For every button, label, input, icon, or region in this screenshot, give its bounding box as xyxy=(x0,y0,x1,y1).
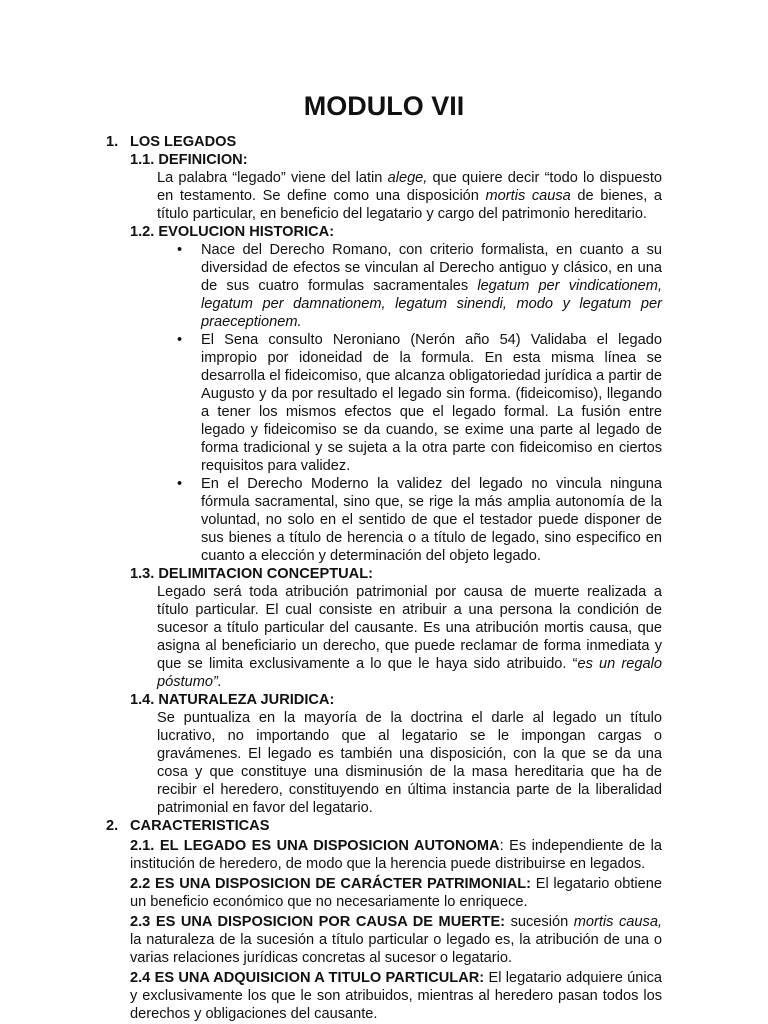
bullet-item-modern-law: • En el Derecho Moderno la validez del legado no vincula ninguna fórmula sacramental, sino que, se rige la más amplia autonomía de la voluntad, no solo en el sentido de que el testador puede disponer de sus bienes a título de herencia o a título de legado, sino especifico en cuanto a elección y determinación del objeto legado. xyxy=(0,475,768,565)
section-1-number: 1. xyxy=(106,134,119,150)
subsection-1-4-paragraph: Se puntualiza en la mayoría de la doctrina el darle al legado un título lucrativo, no importando que al legatario se le impongan cargas o gravámenes. El legado es también una disposición, con la que se da una cosa y que constituye una disminusión de la masa hereditaria que ha de recibir el heredero, constituyendo en última instancia parte de la liberalidad patrimonial en favor del legatario. xyxy=(157,710,662,816)
subsection-1-3-heading: 1.3. DELIMITACION CONCEPTUAL: xyxy=(130,566,373,582)
subsection-1-1-heading: 1.1. DEFINICION: xyxy=(130,152,248,168)
section-2-title: CARACTERISTICAS xyxy=(130,818,270,834)
evolution-bullet-list xyxy=(0,241,768,565)
characteristic-2-2: 2.2 ES UNA DISPOSICION DE CARÁCTER PATRIMONIAL: El legatario obtiene un beneficio económico que no necesariamente lo enriquece. xyxy=(130,876,663,910)
subsection-1-1-paragraph: La palabra “legado” viene del latin alege, que quiere decir “todo lo dispuesto en testamento. Se define como una disposición mortis causa de bienes, a título particular, en beneficio del legatario y cargo del patrimonio hereditario. xyxy=(157,170,662,222)
bullet-item-neroniano: • El Sena consulto Neroniano (Nerón año 54) Validaba el legado impropio por idoneidad de la formula. En esta misma línea se desarrolla el fideicomiso, que alcanza obligatoriedad jurídica a partir de Augusto y da por resultado el legado sin forma. (fideicomiso), llegando a tener los mismos efectos que el legado formal. La fusión entre legado y fideicomiso se da cuando, se exime una parte al legado de forma tradicional y se sujeta a la otra parte con fideicomiso en ciertos requisitos para validez. xyxy=(0,331,768,475)
subsection-1-4-heading: 1.4. NATURALEZA JURIDICA: xyxy=(130,692,335,708)
subsection-1-3-paragraph: Legado será toda atribución patrimonial por causa de muerte realizada a título particular. El cual consiste en atribuir a una persona la condición de sucesor a título particular del causante. Es una atribución mortis causa, que asigna al beneficiario un derecho, que puede reclamar de forma inmediata y que se limita exclusivamente a lo que le haya sido atribuido. “es un regalo póstumo”. xyxy=(157,584,663,690)
characteristic-2-3: 2.3 ES UNA DISPOSICION POR CAUSA DE MUERTE: sucesión mortis causa, la naturaleza de la sucesión a título particular o legado es, la atribución de una o varias relaciones jurídicas concretas al sucesor o legatario. xyxy=(130,914,663,966)
page-title: MODULO VII xyxy=(303,91,465,121)
bullet-item-roman-law: • Nace del Derecho Romano, con criterio formalista, en cuanto a su diversidad de efectos se vinculan al Derecho antiguo y clásico, en una de sus cuatro formulas sacramentales legatum per vindicationem, legatum per damnationem, legatum sinendi, modo y legatum per praeceptionem. xyxy=(0,241,768,331)
document-body xyxy=(0,133,768,1023)
subsection-1-2-heading: 1.2. EVOLUCION HISTORICA: xyxy=(130,224,335,240)
characteristic-2-1: 2.1. EL LEGADO ES UNA DISPOSICION AUTONOMA: Es independiente de la institución de heredero, de modo que la herencia puede distribuirse en legados. xyxy=(130,838,662,872)
section-2-heading xyxy=(0,817,768,835)
characteristic-2-4: 2.4 ES UNA ADQUISICION A TITULO PARTICULAR: El legatario adquiere única y exclusivamente los que le son atribuidos, mientras al heredero pasan todos los derechos y obligaciones del causante. xyxy=(130,970,662,1022)
section-2-number: 2. xyxy=(106,818,119,834)
section-1-title: LOS LEGADOS xyxy=(130,134,237,150)
section-1-heading xyxy=(0,133,768,151)
